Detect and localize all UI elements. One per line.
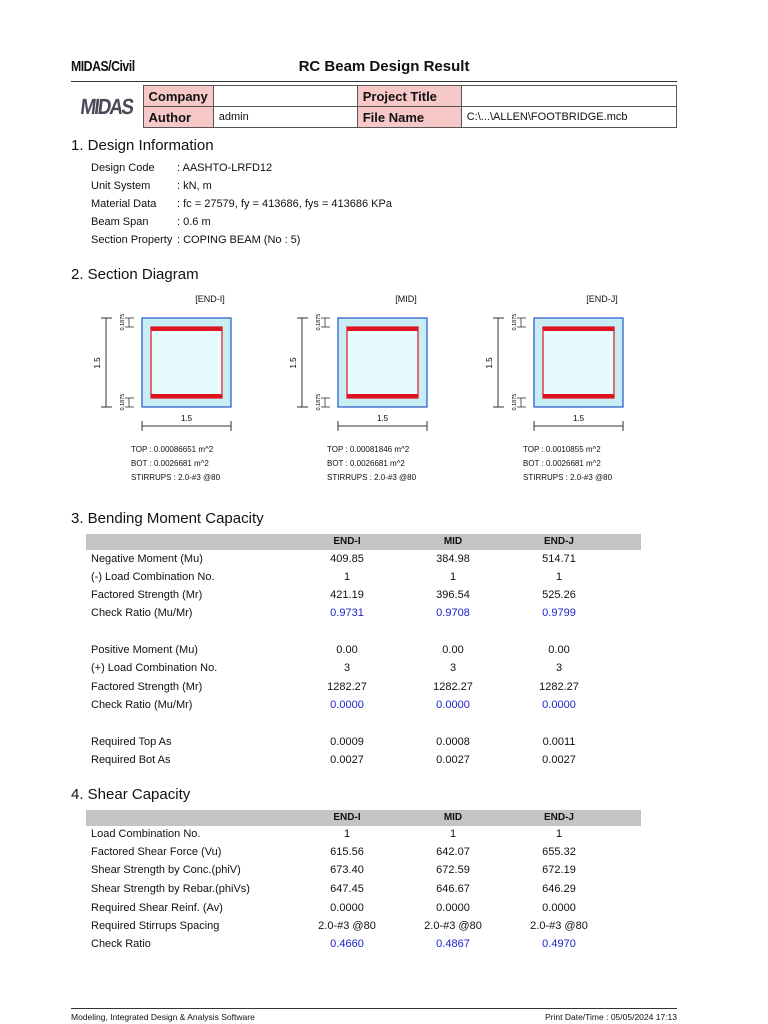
row-value: 0.0000 bbox=[436, 902, 470, 914]
row-label: Factored Shear Force (Vu) bbox=[91, 846, 222, 858]
row-value: 647.45 bbox=[330, 883, 364, 895]
header-rule bbox=[71, 81, 677, 82]
bot-rebar-area: BOT : 0.0026681 m^2 bbox=[131, 459, 209, 468]
cover-dimension-label: 0.1875 bbox=[120, 393, 126, 411]
row-value: 1 bbox=[555, 828, 563, 840]
row-label: Required Stirrups Spacing bbox=[91, 920, 220, 932]
column-header: END-J bbox=[543, 536, 574, 547]
row-value: 1 bbox=[343, 828, 351, 840]
row-value: 646.29 bbox=[542, 883, 576, 895]
info-key: Beam Span bbox=[91, 216, 149, 228]
company-value bbox=[213, 86, 357, 107]
section-label: [END-J] bbox=[586, 294, 618, 304]
row-value: 384.98 bbox=[436, 553, 470, 565]
stirrups-info: STIRRUPS : 2.0-#3 @80 bbox=[327, 473, 417, 482]
info-key: Section Property bbox=[91, 234, 173, 246]
footer-rule bbox=[71, 1008, 677, 1009]
info-key: Unit System bbox=[91, 180, 151, 192]
row-value: 1282.27 bbox=[539, 681, 579, 693]
row-value: 0.9708 bbox=[436, 607, 470, 619]
row-label: Shear Strength by Conc.(phiV) bbox=[91, 864, 241, 876]
info-value: : kN, m bbox=[177, 180, 212, 192]
design-info-row bbox=[91, 162, 272, 174]
design-info-title: 1. Design Information bbox=[71, 137, 214, 154]
row-label: Check Ratio bbox=[91, 938, 151, 950]
row-value: 1 bbox=[449, 828, 457, 840]
row-value: 1282.27 bbox=[433, 681, 473, 693]
row-value: 0.4660 bbox=[330, 938, 364, 950]
row-value: 409.85 bbox=[330, 553, 364, 565]
bottom-rebar bbox=[543, 394, 614, 398]
bot-rebar-area: BOT : 0.0026681 m^2 bbox=[327, 459, 405, 468]
top-rebar-area: TOP : 0.0010855 m^2 bbox=[523, 445, 601, 454]
row-value: 0.00 bbox=[336, 644, 358, 656]
row-label: Negative Moment (Mu) bbox=[91, 553, 203, 565]
row-value: 514.71 bbox=[542, 553, 576, 565]
table-row bbox=[91, 662, 641, 680]
section-label: [MID] bbox=[395, 294, 417, 304]
project-title-value bbox=[461, 86, 676, 107]
table-row bbox=[91, 883, 641, 901]
row-value: 0.0027 bbox=[330, 754, 364, 766]
row-value: 3 bbox=[449, 662, 457, 674]
section-diagram-mid bbox=[289, 290, 488, 490]
cover-dimension-label: 0.1875 bbox=[512, 313, 518, 331]
row-value: 2.0-#3 @80 bbox=[424, 920, 482, 932]
table-row bbox=[91, 681, 641, 699]
bending-title: 3. Bending Moment Capacity bbox=[71, 510, 264, 527]
row-label: (+) Load Combination No. bbox=[91, 662, 218, 674]
row-value: 0.0000 bbox=[542, 699, 576, 711]
row-value: 0.0027 bbox=[542, 754, 576, 766]
row-value: 1282.27 bbox=[327, 681, 367, 693]
row-value: 396.54 bbox=[436, 589, 470, 601]
row-label: Positive Moment (Mu) bbox=[91, 644, 198, 656]
cover-dimension-label: 0.1875 bbox=[512, 393, 518, 411]
top-rebar bbox=[151, 327, 222, 331]
file-name-label: File Name bbox=[357, 107, 461, 128]
author-label: Author bbox=[143, 107, 213, 128]
cover-dimension-label: 0.1875 bbox=[316, 393, 322, 411]
row-value: 1 bbox=[449, 571, 457, 583]
info-value: : 0.6 m bbox=[177, 216, 211, 228]
height-dimension-label: 1.5 bbox=[289, 357, 298, 369]
logo-text: MIDAS bbox=[79, 93, 135, 119]
row-value: 646.67 bbox=[436, 883, 470, 895]
stirrup-outline bbox=[151, 327, 222, 398]
project-title-label: Project Title bbox=[357, 86, 461, 107]
table-row bbox=[91, 920, 641, 938]
shear-title: 4. Shear Capacity bbox=[71, 786, 191, 803]
design-info-row bbox=[91, 180, 212, 192]
project-info-table bbox=[71, 85, 677, 128]
row-value: 655.32 bbox=[542, 846, 576, 858]
section-diagram-title: 2. Section Diagram bbox=[71, 266, 199, 283]
width-dimension-label: 1.5 bbox=[180, 414, 193, 423]
column-header: END-I bbox=[333, 536, 361, 547]
row-value: 0.0000 bbox=[542, 902, 576, 914]
company-label: Company bbox=[143, 86, 213, 107]
row-value: 1 bbox=[555, 571, 563, 583]
shear-column-header bbox=[86, 810, 641, 826]
cover-dimension-label: 0.1875 bbox=[316, 313, 322, 331]
section-drawing bbox=[289, 308, 488, 438]
row-value: 0.00 bbox=[548, 644, 570, 656]
info-key: Material Data bbox=[91, 198, 157, 210]
footer-print-date: Print Date/Time : 05/05/2024 17:13 bbox=[545, 1012, 677, 1022]
top-rebar bbox=[347, 327, 418, 331]
table-row bbox=[91, 828, 641, 846]
column-header: END-J bbox=[543, 812, 574, 823]
width-dimension-label: 1.5 bbox=[572, 414, 585, 423]
section-drawing bbox=[93, 308, 292, 438]
row-value: 642.07 bbox=[436, 846, 470, 858]
column-header: END-I bbox=[333, 812, 361, 823]
section-diagram-end-j bbox=[485, 290, 684, 490]
app-name: MIDAS/Civil bbox=[71, 58, 135, 75]
row-label: Check Ratio (Mu/Mr) bbox=[91, 699, 193, 711]
info-value: : fc = 27579, fy = 413686, fys = 413686 KPa bbox=[177, 198, 392, 210]
row-value: 421.19 bbox=[330, 589, 364, 601]
top-rebar-area: TOP : 0.00086651 m^2 bbox=[131, 445, 214, 454]
table-row bbox=[91, 607, 641, 625]
row-label: Required Top As bbox=[91, 736, 172, 748]
row-value: 0.9731 bbox=[330, 607, 364, 619]
cover-dimension-label: 0.1875 bbox=[120, 313, 126, 331]
stirrup-outline bbox=[347, 327, 418, 398]
top-rebar-area: TOP : 0.00081846 m^2 bbox=[327, 445, 410, 454]
bottom-rebar bbox=[347, 394, 418, 398]
table-row bbox=[91, 644, 641, 662]
row-value: 0.9799 bbox=[542, 607, 576, 619]
table-row bbox=[91, 938, 641, 956]
table-row bbox=[91, 754, 641, 772]
info-value: : AASHTO-LRFD12 bbox=[177, 162, 273, 174]
height-dimension-label: 1.5 bbox=[93, 357, 102, 369]
row-label: Check Ratio (Mu/Mr) bbox=[91, 607, 193, 619]
design-info-row bbox=[91, 216, 211, 228]
row-label: Shear Strength by Rebar.(phiVs) bbox=[91, 883, 250, 895]
width-dimension-label: 1.5 bbox=[376, 414, 389, 423]
table-row bbox=[91, 553, 641, 571]
row-value: 0.4970 bbox=[542, 938, 576, 950]
table-row bbox=[91, 902, 641, 920]
info-key: Design Code bbox=[91, 162, 155, 174]
design-info-row bbox=[91, 198, 392, 210]
table-row bbox=[91, 589, 641, 607]
row-value: 615.56 bbox=[330, 846, 364, 858]
row-label: Required Bot As bbox=[91, 754, 171, 766]
section-diagram-end-i bbox=[93, 290, 292, 490]
stirrup-outline bbox=[543, 327, 614, 398]
bending-column-header bbox=[86, 534, 641, 550]
row-value: 3 bbox=[555, 662, 563, 674]
section-drawing bbox=[485, 308, 684, 438]
top-rebar bbox=[543, 327, 614, 331]
row-value: 0.0000 bbox=[436, 699, 470, 711]
row-value: 0.0011 bbox=[542, 736, 576, 748]
row-value: 0.0027 bbox=[436, 754, 470, 766]
row-value: 0.00 bbox=[442, 644, 464, 656]
table-row bbox=[91, 736, 641, 754]
row-value: 672.59 bbox=[436, 864, 470, 876]
column-header: MID bbox=[443, 812, 463, 823]
row-label: Load Combination No. bbox=[91, 828, 201, 840]
file-name-value: C:\...\ALLEN\FOOTBRIDGE.mcb bbox=[461, 107, 676, 128]
section-label: [END-I] bbox=[195, 294, 225, 304]
bottom-rebar bbox=[151, 394, 222, 398]
row-value: 525.26 bbox=[542, 589, 576, 601]
report-title: RC Beam Design Result bbox=[298, 58, 470, 75]
stirrups-info: STIRRUPS : 2.0-#3 @80 bbox=[523, 473, 613, 482]
table-row bbox=[91, 846, 641, 864]
row-label: (-) Load Combination No. bbox=[91, 571, 215, 583]
info-value: : COPING BEAM (No : 5) bbox=[177, 234, 301, 246]
bot-rebar-area: BOT : 0.0026681 m^2 bbox=[523, 459, 601, 468]
row-value: 672.19 bbox=[542, 864, 576, 876]
row-value: 0.0008 bbox=[436, 736, 470, 748]
row-value: 673.40 bbox=[330, 864, 364, 876]
row-value: 1 bbox=[343, 571, 351, 583]
height-dimension-label: 1.5 bbox=[485, 357, 494, 369]
row-value: 0.0009 bbox=[330, 736, 364, 748]
column-header: MID bbox=[443, 536, 463, 547]
row-value: 0.0000 bbox=[330, 902, 364, 914]
row-value: 3 bbox=[343, 662, 351, 674]
row-value: 2.0-#3 @80 bbox=[530, 920, 588, 932]
row-value: 0.0000 bbox=[330, 699, 364, 711]
table-row bbox=[91, 571, 641, 589]
stirrups-info: STIRRUPS : 2.0-#3 @80 bbox=[131, 473, 221, 482]
footer-software: Modeling, Integrated Design & Analysis Software bbox=[71, 1012, 255, 1022]
author-value: admin bbox=[213, 107, 357, 128]
row-label: Factored Strength (Mr) bbox=[91, 681, 203, 693]
table-row bbox=[91, 699, 641, 717]
row-value: 2.0-#3 @80 bbox=[318, 920, 376, 932]
row-value: 0.4867 bbox=[436, 938, 470, 950]
table-row bbox=[91, 864, 641, 882]
row-label: Factored Strength (Mr) bbox=[91, 589, 203, 601]
midas-logo bbox=[71, 86, 143, 128]
row-label: Required Shear Reinf. (Av) bbox=[91, 902, 223, 914]
design-info-row bbox=[91, 234, 300, 246]
